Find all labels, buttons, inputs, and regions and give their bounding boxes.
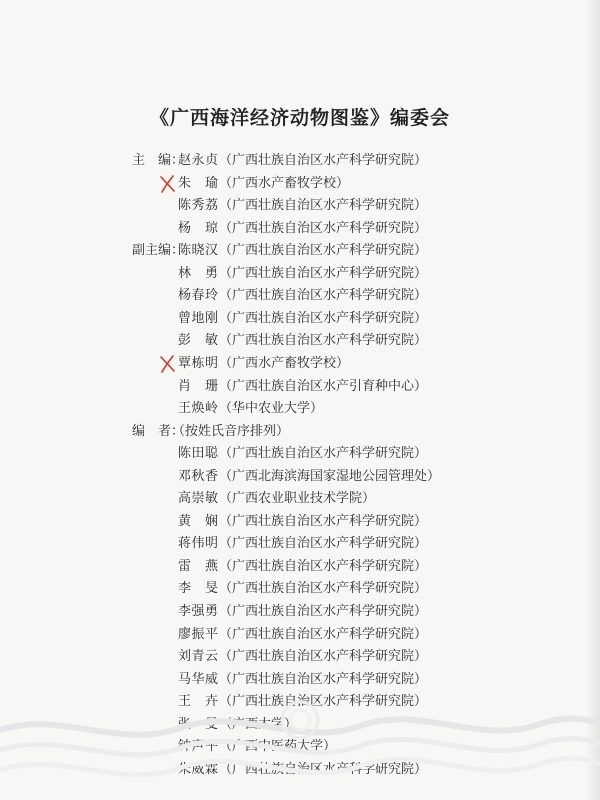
affiliation: （广西壮族自治区水产科学研究院）: [219, 671, 428, 687]
affiliation: （广西中医药大学）: [219, 739, 337, 755]
role-label: 编 者：: [132, 423, 185, 439]
list-item: [0, 240, 600, 262]
list-item: [0, 601, 600, 623]
list-item: [0, 488, 600, 510]
person-name: 邓秋香: [178, 468, 218, 484]
affiliation: （广西壮族自治区水产科学研究院）: [219, 265, 428, 281]
person-name: 陈晓汉: [178, 243, 218, 259]
affiliation: （广西壮族自治区水产科学研究院）: [219, 626, 428, 642]
person-name: 李 旻: [178, 581, 218, 597]
affiliation: （广西壮族自治区水产科学研究院）: [219, 220, 428, 236]
affiliation: （广西壮族自治区水产引育种中心）: [219, 378, 428, 394]
affiliation: （广西壮族自治区水产科学研究院）: [219, 243, 428, 259]
list-item: [0, 330, 600, 352]
list-item: [0, 624, 600, 646]
person-name: 张 旻: [178, 716, 218, 732]
sort-note: （按姓氏音序排列）: [172, 423, 290, 439]
affiliation: （广西壮族自治区水产科学研究院）: [219, 513, 428, 529]
affiliation: （广西壮族自治区水产科学研究院）: [219, 333, 428, 349]
affiliation: （广西北海滨海国家湿地公园管理处）: [219, 468, 441, 484]
list-item: [0, 173, 600, 195]
affiliation: （广西壮族自治区水产科学研究院）: [219, 310, 428, 326]
list-item: [0, 150, 600, 172]
affiliation: （广西壮族自治区水产科学研究院）: [219, 761, 428, 777]
person-name: 杨 琼: [178, 220, 218, 236]
person-name: 曾地刚: [178, 310, 218, 326]
list-item: [0, 398, 600, 420]
affiliation: （广西壮族自治区水产科学研究院）: [219, 288, 428, 304]
affiliation: （广西壮族自治区水产科学研究院）: [219, 694, 428, 710]
wave-watermark: [0, 690, 600, 800]
person-name: 钟声平: [178, 739, 218, 755]
list-item: [0, 646, 600, 668]
affiliation: （广西农业职业技术学院）: [219, 491, 376, 507]
person-name: 马华威: [178, 671, 218, 687]
affiliation: （广西壮族自治区水产科学研究院）: [219, 446, 428, 462]
list-item: [0, 263, 600, 285]
list-item: [0, 466, 600, 488]
affiliation: （广西大学）: [219, 716, 298, 732]
person-name: 陈田聪: [178, 446, 218, 462]
page-title: 《广西海洋经济动物图鉴》编委会: [149, 107, 450, 129]
person-name: 杨春玲: [178, 288, 218, 304]
affiliation: （广西壮族自治区水产科学研究院）: [219, 153, 428, 168]
list-item: [0, 556, 600, 578]
person-name: 蒋伟明: [178, 536, 218, 552]
list-item: [0, 669, 600, 691]
person-name: 朱 瑜: [178, 175, 218, 191]
person-name: 覃栋明: [178, 355, 218, 371]
person-name: 廖振平: [178, 626, 218, 642]
list-item: [0, 578, 600, 600]
person-name: 王焕岭: [178, 401, 218, 417]
list-item: [0, 376, 600, 398]
red-x-mark-icon: [158, 354, 178, 374]
affiliation: （华中农业大学）: [219, 401, 324, 417]
list-item: [0, 218, 600, 240]
person-name: 王 卉: [178, 694, 218, 710]
person-name: 赵永贞: [178, 153, 218, 168]
list-item: [0, 443, 600, 465]
affiliation: （广西壮族自治区水产科学研究院）: [219, 558, 428, 574]
list-item: [0, 511, 600, 533]
person-name: 刘青云: [178, 649, 218, 665]
person-name: 朱威霖: [178, 761, 218, 777]
role-label: 主 编：: [132, 153, 185, 168]
person-name: 高崇敏: [178, 491, 218, 507]
person-name: 陈秀荔: [178, 198, 218, 214]
person-name: 林 勇: [178, 265, 218, 281]
affiliation: （广西壮族自治区水产科学研究院）: [219, 604, 428, 619]
person-name: 彭 敏: [178, 333, 218, 349]
affiliation: （广西壮族自治区水产科学研究院）: [219, 649, 428, 665]
role-label: 副主编：: [132, 243, 185, 259]
affiliation: （广西壮族自治区水产科学研究院）: [219, 198, 428, 214]
person-name: 雷 燕: [178, 558, 218, 574]
person-name: 肖 珊: [178, 378, 218, 394]
person-name: 李强勇: [178, 604, 218, 619]
affiliation: （广西壮族自治区水产科学研究院）: [219, 581, 428, 597]
affiliation: （广西水产畜牧学校）: [219, 355, 350, 371]
red-x-mark-icon: [158, 174, 178, 194]
editors-header: [0, 421, 600, 443]
list-item: [0, 285, 600, 307]
affiliation: （广西壮族自治区水产科学研究院）: [219, 536, 428, 552]
affiliation: （广西水产畜牧学校）: [219, 175, 350, 191]
list-item: [0, 195, 600, 217]
list-item: [0, 308, 600, 330]
list-item: [0, 533, 600, 555]
person-name: 黄 娴: [178, 513, 218, 529]
list-item: [0, 353, 600, 375]
